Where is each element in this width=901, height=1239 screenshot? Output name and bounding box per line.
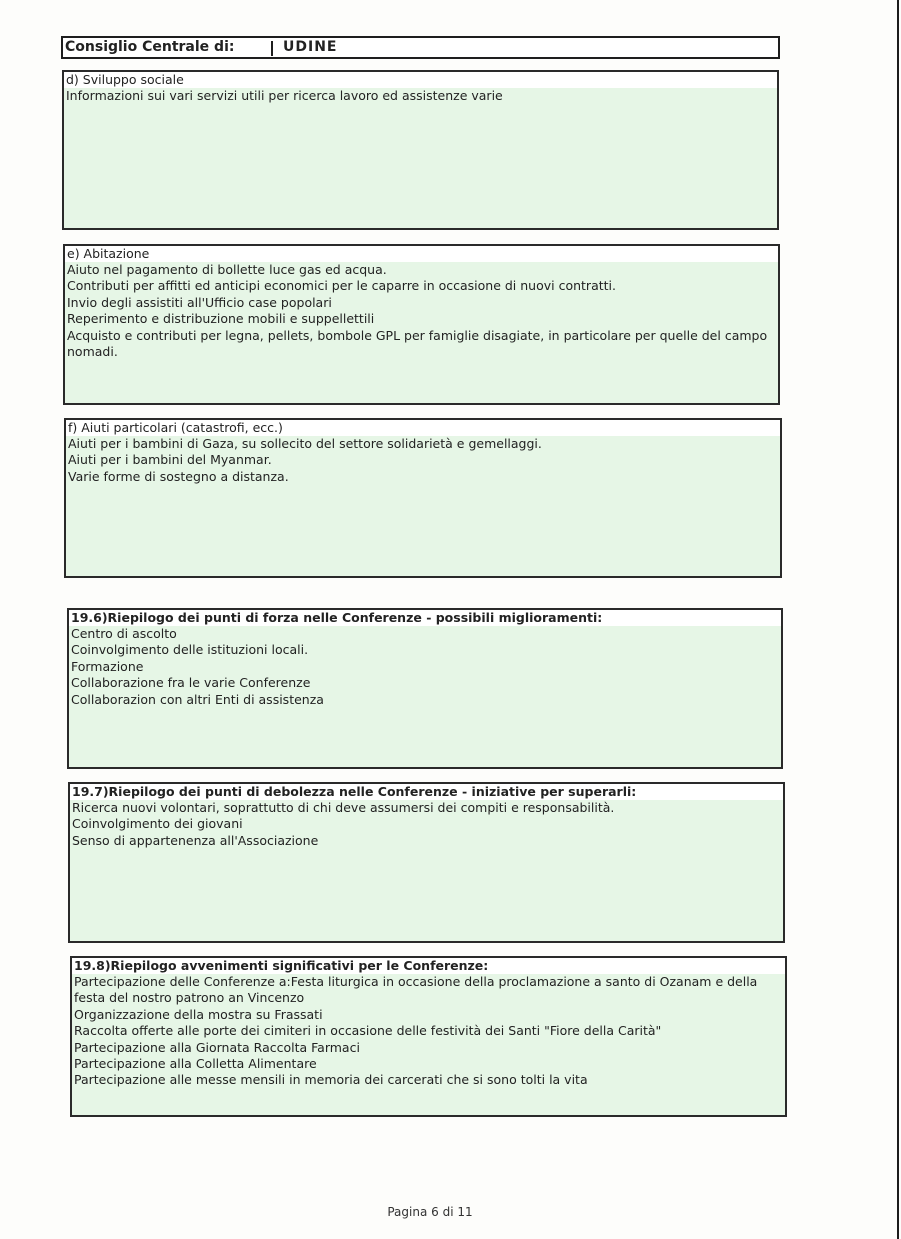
council-value: UDINE [283, 39, 338, 55]
section-line: Centro di ascolto [71, 626, 177, 641]
section-line: Partecipazione alla Colletta Alimentare [74, 1056, 317, 1072]
section-line: Organizzazione della mostra su Frassati [74, 1006, 323, 1022]
section-line: nomadi. [67, 344, 118, 360]
section-line: Reperimento e distribuzione mobili e suppellettili [67, 311, 375, 327]
section-line: Formazione [71, 658, 144, 674]
page-number: Pagina 6 di 11 [387, 1205, 473, 1219]
section-line: Varie forme di sostegno a distanza. [68, 468, 289, 484]
section-line: Aiuti per i bambini del Myanmar. [68, 452, 272, 468]
section-title: 19.6)Riepilogo dei punti di forza nelle Conferenze - possibili miglioramenti: [69, 610, 781, 626]
section-line: Aiuto nel pagamento di bollette luce gas ed acqua. [67, 262, 387, 277]
section-punti-di-debolezza [68, 782, 785, 943]
section-line: Invio degli assistiti all'Ufficio case popolari [67, 294, 332, 310]
section-punti-di-forza [67, 608, 783, 769]
section-line: Contributi per affitti ed anticipi economici per le caparre in occasione di nuovi contratti. [67, 278, 616, 294]
section-line: Collaborazione fra le varie Conferenze [71, 675, 311, 691]
section-title: 19.8)Riepilogo avvenimenti significativi per le Conferenze: [72, 958, 785, 974]
section-line: Coinvolgimento delle istituzioni locali. [71, 642, 309, 658]
header-divider [271, 41, 273, 56]
section-line: Partecipazione delle Conferenze a:Festa liturgica in occasione della proclamazione a santo di Ozanam e della [74, 974, 758, 989]
section-line: Acquisto e contributi per legna, pellets, bombole GPL per famiglie disagiate, in particolare per quelle del campo [67, 327, 768, 343]
section-line: Collaborazion con altri Enti di assistenza [71, 691, 324, 707]
section-avvenimenti-significativi [70, 956, 787, 1117]
section-line: Partecipazione alla Giornata Raccolta Farmaci [74, 1039, 360, 1055]
section-line: Ricerca nuovi volontari, soprattutto di chi deve assumersi dei compiti e responsabilità. [72, 800, 615, 815]
council-label: Consiglio Centrale di: [65, 39, 235, 55]
section-title: e) Abitazione [65, 246, 778, 262]
section-line: Senso di appartenenza all'Associazione [72, 832, 319, 848]
section-sviluppo-sociale [62, 70, 779, 230]
section-abitazione [63, 244, 780, 405]
scan-edge-line [897, 0, 899, 1239]
section-line: Coinvolgimento dei giovani [72, 816, 243, 832]
section-line: Partecipazione alle messe mensili in memoria dei carcerati che si sono tolti la vita [74, 1072, 588, 1088]
section-title: f) Aiuti particolari (catastrofi, ecc.) [66, 420, 780, 436]
section-title: 19.7)Riepilogo dei punti di debolezza nelle Conferenze - iniziative per superarli: [70, 784, 783, 800]
section-aiuti-particolari [64, 418, 782, 578]
section-line: festa del nostro patrono an Vincenzo [74, 990, 305, 1006]
council-header [61, 36, 780, 59]
section-title: d) Sviluppo sociale [64, 72, 777, 88]
section-line: Aiuti per i bambini di Gaza, su sollecito del settore solidarietà e gemellaggi. [68, 436, 542, 451]
section-line: Informazioni sui vari servizi utili per ricerca lavoro ed assistenze varie [66, 88, 503, 103]
section-line: Raccolta offerte alle porte dei cimiteri in occasione delle festività dei Santi "Fiore della Carità" [74, 1023, 662, 1039]
